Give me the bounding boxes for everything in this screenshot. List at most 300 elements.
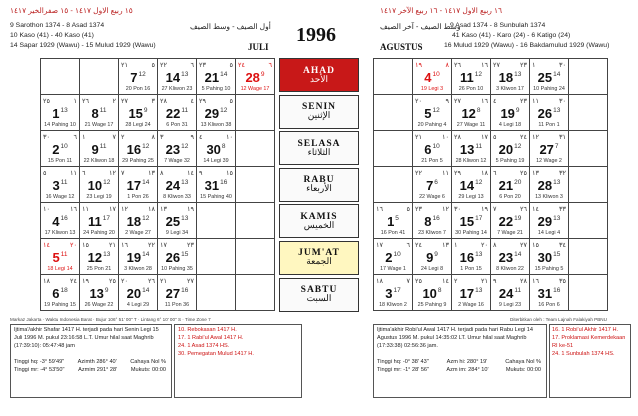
javanese-date: ٢٧ bbox=[187, 277, 194, 285]
pasaran-label: 6 Pon 31 bbox=[166, 122, 188, 128]
cell-lunar-row bbox=[415, 277, 449, 285]
pasaran-label: 5 Pahing 19 bbox=[495, 158, 525, 164]
hijri-date: ٣ bbox=[160, 133, 164, 141]
gregorian-date: 2 bbox=[52, 142, 60, 157]
javanese-date: ٢٥ bbox=[109, 277, 116, 285]
cell-main bbox=[80, 177, 118, 195]
hijri-date: ٢٥ bbox=[43, 97, 50, 105]
pasaran-label: 11 Pon 1 bbox=[538, 122, 560, 128]
hijri-date: ٢١ bbox=[160, 277, 167, 285]
cell-main bbox=[374, 249, 412, 267]
solar-date: 20 bbox=[514, 178, 522, 186]
pasaran-label: 9 Legi 23 bbox=[498, 302, 522, 308]
javanese-date: ١٤ bbox=[442, 277, 449, 285]
hijri-date: ٢٣ bbox=[199, 61, 206, 69]
cell-main bbox=[530, 285, 568, 303]
solar-date: 17 bbox=[475, 214, 483, 222]
pasaran-label: 5 Pahing 10 bbox=[201, 86, 231, 92]
week-row bbox=[374, 239, 608, 275]
cell-lunar-row bbox=[376, 205, 410, 213]
stat-value: Mukuts: 00:00 bbox=[130, 367, 166, 373]
day-cell bbox=[530, 167, 569, 203]
event-item: 30. Pemegatan Mulud 1417 H. bbox=[178, 351, 254, 357]
cell-lunar-row bbox=[199, 97, 233, 105]
empty-day-cell bbox=[569, 239, 608, 275]
cell-lunar-row bbox=[493, 133, 527, 141]
javanese-date: ٣١ bbox=[559, 133, 566, 141]
empty-day-cell bbox=[236, 203, 275, 239]
gregorian-date: 9 bbox=[91, 142, 99, 157]
day-cell bbox=[530, 239, 569, 275]
day-cell bbox=[374, 239, 413, 275]
javanese-date: ٢٦ bbox=[148, 277, 155, 285]
solar-date: 12 bbox=[220, 106, 228, 114]
pasaran-label: 4 Legi 29 bbox=[126, 302, 150, 308]
cell-main bbox=[491, 141, 529, 159]
cell-lunar-row bbox=[121, 241, 155, 249]
javanese-date: ٥ bbox=[229, 97, 233, 105]
gregorian-date: 22 bbox=[498, 214, 514, 229]
pasaran-label: 23 Kliwon 7 bbox=[418, 230, 446, 236]
cell-lunar-row bbox=[160, 61, 194, 69]
gregorian-date: 24 bbox=[165, 178, 181, 193]
javanese-date: ٧ bbox=[112, 133, 116, 141]
right-kaso-range: 41 Kaso (41) - Karo (24) - 6 Katigo (24) bbox=[452, 32, 571, 39]
day-cell bbox=[41, 95, 80, 131]
week-row bbox=[41, 167, 275, 203]
pasaran-label: 20 Pahing 4 bbox=[417, 122, 447, 128]
weekday-arabic: الأربعاء bbox=[306, 184, 332, 195]
hijri-date: ٢٠ bbox=[121, 277, 128, 285]
javanese-date: ٢٤ bbox=[520, 133, 527, 141]
hijri-date: ١٨ bbox=[376, 277, 383, 285]
day-cell bbox=[80, 131, 119, 167]
gregorian-date: 2 bbox=[385, 250, 393, 265]
cell-main bbox=[197, 177, 235, 195]
pasaran-label: 12 Wage 2 bbox=[536, 158, 562, 164]
hijri-date: ١٨ bbox=[43, 277, 50, 285]
pasaran-label: 1 Pon 15 bbox=[460, 266, 482, 272]
cell-lunar-row bbox=[160, 241, 194, 249]
hijri-date: ١٢ bbox=[532, 133, 539, 141]
cell-lunar-row bbox=[415, 133, 449, 141]
hijri-date: ٢٠ bbox=[415, 97, 422, 105]
day-cell bbox=[41, 275, 80, 311]
left-kaso-range: 10 Kaso (41) - 40 Kaso (41) bbox=[10, 32, 94, 39]
hijri-date: ١٩ bbox=[415, 61, 422, 69]
cell-main bbox=[530, 69, 568, 87]
solar-date: 13 bbox=[181, 70, 189, 78]
pasaran-label: 25 Pon 21 bbox=[86, 266, 112, 272]
hijri-date: ٩ bbox=[199, 169, 203, 177]
gregorian-date: 23 bbox=[498, 250, 514, 265]
cell-main bbox=[413, 285, 451, 303]
pasaran-label: 23 Legi 19 bbox=[86, 194, 112, 200]
javanese-date: ١٧ bbox=[109, 205, 116, 213]
cell-lunar-row bbox=[493, 241, 527, 249]
event-item: 17. Proklamasi Kemerdekaan RI ke-51 bbox=[552, 335, 626, 349]
empty-day-cell bbox=[374, 131, 413, 167]
cell-lunar-row bbox=[82, 205, 116, 213]
hijri-date: ٢ bbox=[454, 277, 458, 285]
hijri-date: ٣٠ bbox=[454, 205, 461, 213]
cell-main bbox=[158, 249, 196, 267]
weekday-sabtu bbox=[279, 278, 359, 312]
pasaran-label: 30 Pahing 14 bbox=[455, 230, 487, 236]
empty-day-cell bbox=[41, 59, 80, 95]
week-row bbox=[41, 59, 275, 95]
javanese-date: ٢٨ bbox=[520, 277, 527, 285]
javanese-date: ١٢ bbox=[109, 169, 116, 177]
javanese-date: ٩ bbox=[190, 133, 194, 141]
pasaran-label: 3 Kliwon 28 bbox=[124, 266, 152, 272]
pasaran-label: 4 Legi 18 bbox=[498, 122, 522, 128]
right-javanese-range: 16 Mulud 1929 (Wawu) - 16 Bakdamulud 1929 (Wawu) bbox=[444, 42, 610, 49]
solar-date: 15 bbox=[553, 250, 561, 258]
weekday-arabic: الخميس bbox=[303, 220, 335, 231]
cell-lunar-row bbox=[121, 97, 155, 105]
hijri-date: ١٦ bbox=[532, 277, 539, 285]
solar-date: 12 bbox=[432, 106, 440, 114]
pasaran-label: 21 Wage 17 bbox=[84, 122, 114, 128]
pasaran-label: 18 Legi 14 bbox=[47, 266, 73, 272]
cell-main bbox=[413, 249, 451, 267]
day-cell bbox=[197, 131, 236, 167]
weekday-selasa bbox=[279, 131, 359, 165]
solar-date: 16 bbox=[553, 286, 561, 294]
weekday-arabic: الأحد bbox=[310, 74, 328, 85]
day-cell bbox=[413, 167, 452, 203]
cell-main bbox=[530, 177, 568, 195]
gregorian-date: 3 bbox=[52, 178, 60, 193]
javanese-date: ٢٣ bbox=[520, 61, 527, 69]
gregorian-date: 16 bbox=[459, 250, 475, 265]
pasaran-label: 8 Kliwon 22 bbox=[496, 266, 524, 272]
day-cell bbox=[80, 203, 119, 239]
cell-lunar-row bbox=[121, 169, 155, 177]
pasaran-label: 28 Legi 24 bbox=[125, 122, 151, 128]
pasaran-label: 17 Wage 1 bbox=[380, 266, 406, 272]
javanese-date: ١٤ bbox=[187, 169, 194, 177]
week-row bbox=[374, 275, 608, 311]
cell-lunar-row bbox=[121, 61, 155, 69]
right-month-title: AGUSTUS bbox=[380, 42, 423, 52]
hijri-date: ٢٤ bbox=[238, 61, 245, 69]
cell-lunar-row bbox=[376, 277, 410, 285]
right-hijri-header: ١٦ ربيع الاول ١٤١٧ - ١٦ ربيع الآخر ١٤١٧ bbox=[380, 6, 503, 15]
solar-date: 13 bbox=[103, 250, 111, 258]
left-hijri-header: ١٥ ربيع الاول ١٤١٧ - ١٥ صفرالخير ١٤١٧ bbox=[10, 6, 133, 15]
stat-row bbox=[14, 366, 166, 374]
hijri-date: ٢٧ bbox=[493, 61, 500, 69]
solar-date: 11 bbox=[475, 142, 483, 150]
solar-date: 13 bbox=[553, 178, 561, 186]
cell-lunar-row bbox=[493, 61, 527, 69]
stat-value: Cahaya Nol % bbox=[505, 359, 541, 365]
cell-lunar-row bbox=[82, 133, 116, 141]
javanese-date: ٦ bbox=[190, 61, 194, 69]
hijri-date: ١٧ bbox=[376, 241, 383, 249]
august-calendar-grid bbox=[373, 58, 608, 311]
right-ijtima-text: Ijtima'akhir Robi'ul Awal 1417 H. terjadi pada hari Rabu Legi 14 Agustus 1996 M. pukul 14:35:02 LT. Umur hilal saat Maghrib (17:33:38) 02:56:36 jam. bbox=[377, 327, 533, 349]
hijri-date: ١٣ bbox=[160, 205, 167, 213]
day-cell bbox=[530, 131, 569, 167]
day-cell bbox=[119, 239, 158, 275]
solar-date: 12 bbox=[181, 142, 189, 150]
hijri-date: ١٥ bbox=[82, 241, 89, 249]
gregorian-date: 21 bbox=[204, 70, 220, 85]
day-cell bbox=[197, 59, 236, 95]
day-cell bbox=[452, 95, 491, 131]
javanese-date: ٣٥ bbox=[559, 277, 566, 285]
cell-main bbox=[41, 177, 79, 195]
day-cell bbox=[491, 239, 530, 275]
cell-main bbox=[41, 213, 79, 231]
cell-main bbox=[197, 141, 235, 159]
solar-date: 11 bbox=[181, 106, 189, 114]
solar-date: 5 bbox=[395, 214, 399, 222]
event-item: 24. 1 Sunbulah 1374 HS. bbox=[552, 351, 615, 357]
javanese-date: ١٨ bbox=[148, 205, 155, 213]
hijri-date: ٢٤ bbox=[415, 241, 422, 249]
hijri-date: ١٦ bbox=[121, 241, 128, 249]
cell-main bbox=[119, 249, 157, 267]
empty-day-cell bbox=[236, 95, 275, 131]
pasaran-label: 21 Pon 5 bbox=[421, 158, 443, 164]
solar-date: 14 bbox=[142, 178, 150, 186]
solar-date: 8 bbox=[221, 142, 226, 150]
pasaran-label: 12 Wage 17 bbox=[240, 86, 270, 92]
cell-lunar-row bbox=[493, 205, 527, 213]
hijri-date: ٧ bbox=[493, 205, 497, 213]
day-cell bbox=[158, 95, 197, 131]
empty-day-cell bbox=[569, 131, 608, 167]
empty-day-cell bbox=[197, 275, 236, 311]
cell-main bbox=[452, 213, 490, 231]
empty-day-cell bbox=[569, 275, 608, 311]
javanese-date: ٥ bbox=[406, 205, 410, 213]
stat-value: Azmim 291° 28' bbox=[78, 367, 118, 373]
solar-date: 16 bbox=[220, 178, 228, 186]
solar-date: 14 bbox=[220, 70, 228, 78]
pasaran-label: 17 Kliwon 13 bbox=[44, 230, 76, 236]
pasaran-label: 26 Pon 10 bbox=[458, 86, 484, 92]
gregorian-date: 23 bbox=[165, 142, 181, 157]
cell-main bbox=[413, 105, 451, 123]
solar-date: 7 bbox=[554, 142, 559, 150]
solar-date: 16 bbox=[60, 214, 68, 222]
gregorian-date: 27 bbox=[165, 286, 181, 301]
stat-value: Tinggi hq: -3° 59'49" bbox=[14, 359, 65, 365]
day-cell bbox=[158, 131, 197, 167]
gregorian-date: 27 bbox=[539, 142, 554, 157]
stat-row bbox=[377, 358, 541, 366]
javanese-date: ١٩ bbox=[481, 205, 488, 213]
pasaran-label: 24 Pahing 20 bbox=[83, 230, 115, 236]
cell-lunar-row bbox=[532, 97, 566, 105]
gregorian-date: 6 bbox=[52, 286, 60, 301]
right-arabic-season: وسط الصيف - آخر الصيف bbox=[380, 22, 461, 31]
javanese-date: ٦ bbox=[73, 133, 77, 141]
solar-date: 10 bbox=[60, 142, 68, 150]
cell-main bbox=[41, 285, 79, 303]
javanese-date: ٢٠ bbox=[70, 241, 77, 249]
gregorian-date: 28 bbox=[537, 178, 553, 193]
cell-main bbox=[530, 213, 568, 231]
hijri-date: ٢١ bbox=[415, 133, 422, 141]
gregorian-date: 20 bbox=[126, 286, 142, 301]
day-cell bbox=[530, 203, 569, 239]
cell-main bbox=[452, 105, 490, 123]
cell-main bbox=[80, 285, 118, 303]
solar-date: 13 bbox=[475, 286, 483, 294]
javanese-date: ١٦ bbox=[481, 97, 488, 105]
pasaran-label: 24 Legi 8 bbox=[420, 266, 444, 272]
hijri-date: ٣٠ bbox=[43, 133, 50, 141]
pasaran-label: 13 Kliwon 3 bbox=[535, 194, 563, 200]
cell-main bbox=[41, 105, 79, 123]
week-row bbox=[41, 275, 275, 311]
left-arabic-season: أول الصيف - وسط الصيف bbox=[190, 22, 271, 31]
left-footer-meta: Markaz Jakarta · Waktu Indonesia Barat · Bujur 106° 51' 00" T · Lintang 6° 10' 00" S · Time Zone 7 bbox=[10, 317, 211, 322]
javanese-date: ٢٤ bbox=[70, 277, 77, 285]
cell-main bbox=[491, 69, 529, 87]
gregorian-date: 25 bbox=[165, 214, 181, 229]
week-row bbox=[41, 95, 275, 131]
cell-lunar-row bbox=[160, 133, 194, 141]
day-cell bbox=[41, 239, 80, 275]
weekday-latin: SABTU bbox=[300, 285, 338, 296]
cell-main bbox=[158, 177, 196, 195]
hijri-date: ٥ bbox=[43, 169, 47, 177]
day-cell bbox=[80, 275, 119, 311]
cell-main bbox=[491, 249, 529, 267]
gregorian-date: 5 bbox=[52, 250, 60, 265]
gregorian-date: 4 bbox=[52, 214, 60, 229]
pasaran-label: 1 Pon 26 bbox=[127, 194, 149, 200]
empty-day-cell bbox=[374, 95, 413, 131]
gregorian-date: 28 bbox=[245, 70, 260, 85]
day-cell bbox=[452, 131, 491, 167]
hijri-date: ٦ bbox=[493, 169, 497, 177]
solar-date: 11 bbox=[60, 178, 68, 186]
cell-lunar-row bbox=[43, 169, 77, 177]
pasaran-label: 11 Pon 36 bbox=[164, 302, 190, 308]
day-cell bbox=[491, 275, 530, 311]
gregorian-date: 18 bbox=[498, 70, 514, 85]
pasaran-label: 15 Pahing 40 bbox=[200, 194, 232, 200]
hijri-date: ٢٢ bbox=[415, 169, 422, 177]
pasaran-label: 2 Wage 16 bbox=[458, 302, 484, 308]
cell-main bbox=[236, 69, 274, 87]
cell-lunar-row bbox=[454, 169, 488, 177]
cell-main bbox=[530, 105, 568, 123]
hijri-date: ١٥ bbox=[532, 241, 539, 249]
solar-date: 13 bbox=[60, 106, 68, 114]
empty-day-cell bbox=[374, 167, 413, 203]
pasaran-label: 27 Kliwon 23 bbox=[161, 86, 193, 92]
hijri-date: ٢٣ bbox=[415, 205, 422, 213]
hijri-date: ٥ bbox=[493, 133, 497, 141]
day-cell bbox=[119, 167, 158, 203]
cell-lunar-row bbox=[532, 61, 566, 69]
solar-date: 12 bbox=[474, 70, 482, 78]
empty-day-cell bbox=[236, 275, 275, 311]
weekday-latin: RABU bbox=[303, 175, 335, 186]
javanese-date: ٢٢ bbox=[148, 241, 155, 249]
cell-lunar-row bbox=[82, 241, 116, 249]
cell-main bbox=[197, 105, 235, 123]
javanese-date: ٢١ bbox=[481, 277, 488, 285]
cell-lunar-row bbox=[199, 61, 233, 69]
empty-day-cell bbox=[236, 131, 275, 167]
gregorian-date: 1 bbox=[52, 106, 60, 121]
day-cell bbox=[452, 275, 491, 311]
pasaran-label: 9 Legi 34 bbox=[165, 230, 189, 236]
cell-lunar-row bbox=[43, 133, 77, 141]
cell-main bbox=[158, 285, 196, 303]
pasaran-label: 22 Kliwon 18 bbox=[83, 158, 115, 164]
empty-day-cell bbox=[569, 167, 608, 203]
pasaran-label: 14 Legi 4 bbox=[537, 230, 561, 236]
cell-main bbox=[119, 213, 157, 231]
week-row bbox=[41, 239, 275, 275]
day-cell bbox=[491, 59, 530, 95]
hijri-date: ٨ bbox=[160, 169, 164, 177]
javanese-date: ٢١ bbox=[109, 241, 116, 249]
cell-lunar-row bbox=[82, 169, 116, 177]
cell-lunar-row bbox=[121, 133, 155, 141]
cell-main bbox=[491, 177, 529, 195]
weekday-jumat bbox=[279, 241, 359, 275]
javanese-date: ٢٧ bbox=[520, 241, 527, 249]
javanese-date: ٣٠ bbox=[559, 61, 566, 69]
gregorian-date: 19 bbox=[126, 250, 142, 265]
cell-lunar-row bbox=[493, 277, 527, 285]
weekday-latin: JUM'AT bbox=[298, 248, 340, 259]
pasaran-label: 28 Kliwon 12 bbox=[455, 158, 487, 164]
javanese-date: ١٣ bbox=[442, 241, 449, 249]
cell-lunar-row bbox=[43, 277, 77, 285]
day-cell bbox=[119, 95, 158, 131]
cell-lunar-row bbox=[82, 97, 116, 105]
gregorian-date: 22 bbox=[165, 106, 181, 121]
left-solar-range: 9 Sarothon 1374 - 8 Asad 1374 bbox=[10, 22, 105, 29]
pasaran-label: 18 Kliwon 2 bbox=[379, 302, 407, 308]
solar-date: 12 bbox=[142, 142, 150, 150]
cell-lunar-row bbox=[82, 277, 116, 285]
right-events-list bbox=[552, 326, 628, 358]
hijri-date: ٩ bbox=[493, 277, 497, 285]
solar-date: 9 bbox=[515, 106, 520, 114]
pasaran-label: 14 Pahing 10 bbox=[44, 122, 76, 128]
cell-main bbox=[158, 141, 196, 159]
day-cell bbox=[236, 59, 275, 95]
javanese-date: ١٨ bbox=[481, 169, 488, 177]
day-cell bbox=[530, 59, 569, 95]
javanese-date: ١٦ bbox=[481, 61, 488, 69]
pasaran-label: 16 Pon 6 bbox=[538, 302, 560, 308]
cell-main bbox=[452, 249, 490, 267]
pasaran-label: 16 Pon 41 bbox=[380, 230, 406, 236]
cell-lunar-row bbox=[238, 61, 272, 69]
solar-date: 9 bbox=[143, 106, 148, 114]
pasaran-label: 19 Legi 3 bbox=[420, 86, 444, 92]
pasaran-label: 15 Pon 11 bbox=[47, 158, 73, 164]
gregorian-date: 17 bbox=[459, 286, 475, 301]
empty-day-cell bbox=[236, 239, 275, 275]
cell-main bbox=[413, 213, 451, 231]
